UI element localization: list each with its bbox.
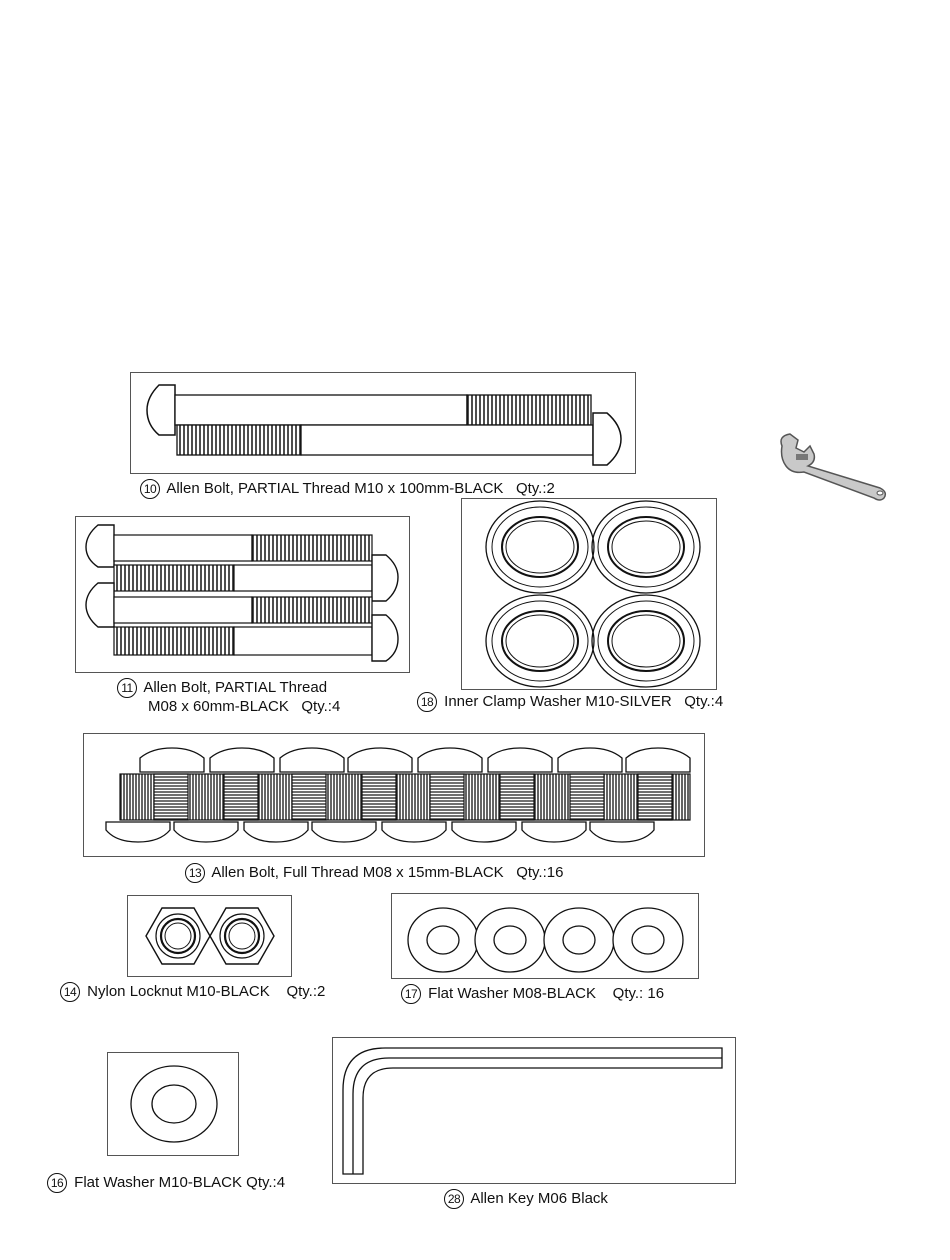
part-qty: Qty.:4 (684, 692, 724, 710)
locknut-icon (128, 896, 291, 976)
part-13-illustration (83, 733, 705, 857)
part-qty: Qty.:4 (301, 698, 341, 715)
part-28-illustration (332, 1037, 736, 1184)
part-qty: Qty.: 16 (612, 984, 665, 1002)
part-name: Allen Key M06 Black (470, 1189, 608, 1207)
part-13-caption (185, 863, 563, 883)
part-28-caption (444, 1189, 608, 1209)
flat-washer-m08-icon (392, 894, 698, 978)
part-17-caption (401, 984, 664, 1004)
part-name: Allen Bolt, PARTIAL Thread M10 x 100mm-BLACK (166, 479, 504, 497)
part-name: Nylon Locknut M10-BLACK (87, 982, 270, 1000)
bolt-long-icon (131, 373, 635, 473)
part-number-badge: 17 (401, 984, 421, 1004)
part-number-badge: 14 (60, 982, 80, 1002)
adjustable-wrench-icon (776, 432, 890, 502)
part-name: Allen Bolt, PARTIAL Thread (143, 678, 328, 696)
part-18-caption (417, 692, 723, 712)
clamp-washer-icon (462, 499, 716, 689)
part-18-illustration (461, 498, 717, 690)
part-name: Flat Washer M08-BLACK (428, 984, 596, 1002)
part-17-illustration (391, 893, 699, 979)
part-10-illustration (130, 372, 636, 474)
part-number-badge: 13 (185, 863, 205, 883)
part-name: Allen Bolt, Full Thread M08 x 15mm-BLACK (211, 863, 504, 881)
part-number-badge: 11 (117, 678, 137, 698)
part-14-illustration (127, 895, 292, 977)
part-name: Flat Washer M10-BLACK (74, 1173, 242, 1191)
part-qty: Qty.:16 (516, 863, 564, 881)
part-number-badge: 18 (417, 692, 437, 712)
part-name: Inner Clamp Washer M10-SILVER (444, 692, 672, 710)
part-16-caption (47, 1173, 285, 1193)
part-16-illustration (107, 1052, 239, 1156)
part-qty: Qty.:2 (515, 479, 555, 497)
part-11-caption (117, 678, 340, 716)
part-11-illustration (75, 516, 410, 673)
part-qty: Qty.:4 (246, 1173, 286, 1191)
part-number-badge: 28 (444, 1189, 464, 1209)
flat-washer-m10-icon (108, 1053, 238, 1155)
bolt-set-icon (76, 517, 409, 672)
part-number-badge: 16 (47, 1173, 67, 1193)
part-size: M08 x 60mm-BLACK (148, 698, 289, 715)
part-qty: Qty.:2 (286, 982, 326, 1000)
part-14-caption (60, 982, 325, 1002)
allen-key-icon (333, 1038, 735, 1183)
part-10-caption (140, 479, 555, 499)
short-bolts-icon (84, 734, 704, 856)
part-number-badge: 10 (140, 479, 160, 499)
